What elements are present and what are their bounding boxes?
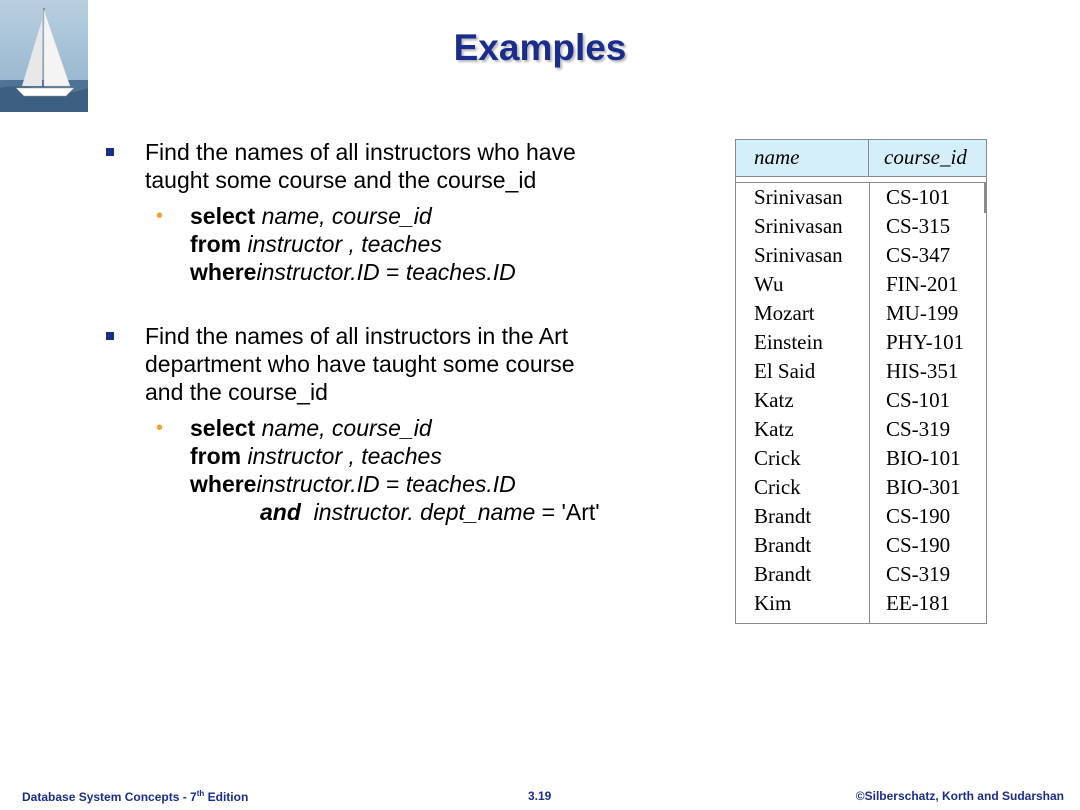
sql-keyword: and: [260, 499, 301, 525]
sql-text: instructor.ID: [256, 259, 380, 285]
table-row: [736, 299, 986, 328]
cell-name: Brandt: [754, 504, 812, 528]
cell-course-id: CS-319: [886, 417, 951, 441]
sql-text: =: [379, 471, 406, 497]
table-row: [736, 473, 986, 502]
table-row: [736, 328, 986, 357]
table-row: [736, 183, 986, 212]
table-row: [736, 386, 986, 415]
cell-name: Crick: [754, 446, 801, 470]
table-row: [736, 212, 986, 241]
table-row: [736, 270, 986, 299]
table-row: [736, 560, 986, 589]
table-header: [736, 140, 986, 177]
cell-name: Kim: [754, 591, 792, 615]
dot-bullet-icon: •: [156, 205, 164, 227]
table-row: [736, 415, 986, 444]
sql-keyword: select: [190, 203, 256, 229]
bullet-text-line: Find the names of all instructors who have: [145, 139, 576, 165]
sql-text: instructor , teaches: [247, 231, 442, 257]
table-row: [736, 589, 986, 618]
cell-course-id: CS-101: [886, 185, 951, 209]
cell-course-id: FIN-201: [886, 272, 959, 296]
cell-course-id: EE-181: [886, 591, 951, 615]
cell-name: Mozart: [754, 301, 815, 325]
cell-name: El Said: [754, 359, 816, 383]
table-row: [736, 531, 986, 560]
table-row: [736, 502, 986, 531]
square-bullet-icon: [106, 148, 114, 156]
cell-name: Srinivasan: [754, 185, 843, 209]
sql-query-1: [100, 202, 660, 286]
footer-page-number: 3.19: [528, 789, 552, 803]
cell-name: Srinivasan: [754, 214, 843, 238]
cell-course-id: CS-347: [886, 243, 951, 267]
sql-text: teaches.ID: [405, 259, 516, 285]
page-title: Examples: [453, 27, 627, 68]
cell-name: Katz: [754, 388, 794, 412]
cell-course-id: MU-199: [886, 301, 959, 325]
cell-course-id: CS-319: [886, 562, 951, 586]
sql-keyword: where: [190, 471, 257, 497]
footer-copyright: ©Silberschatz, Korth and Sudarshan: [855, 789, 1064, 803]
footer: [0, 789, 1080, 805]
sql-text: name, course_id: [261, 203, 432, 229]
cell-name: Srinivasan: [754, 243, 843, 267]
cell-name: Katz: [754, 417, 794, 441]
square-bullet-icon: [106, 332, 114, 340]
sql-text: instructor , teaches: [247, 443, 442, 469]
cell-name: Einstein: [754, 330, 823, 354]
bullet-text-line: and the course_id: [145, 379, 328, 405]
sql-text: instructor. dept_name: [313, 499, 536, 525]
result-table: [735, 139, 987, 624]
table-body: [736, 182, 986, 623]
sql-keyword: from: [190, 231, 242, 257]
bullet-item-2: [100, 322, 660, 406]
cell-course-id: BIO-101: [886, 446, 961, 470]
cell-name: Brandt: [754, 533, 812, 557]
cell-course-id: CS-190: [886, 504, 951, 528]
dot-bullet-icon: •: [156, 417, 164, 439]
cell-name: Crick: [754, 475, 801, 499]
bullet-text-line: taught some course and the course_id: [145, 167, 537, 193]
sql-text: = 'Art': [535, 499, 600, 525]
sql-query-2: [100, 414, 660, 526]
column-header-course-id: course_id: [884, 145, 967, 169]
table-row: [736, 357, 986, 386]
cell-course-id: HIS-351: [886, 359, 959, 383]
sql-keyword: select: [190, 415, 256, 441]
cell-course-id: CS-190: [886, 533, 951, 557]
cell-name: Brandt: [754, 562, 812, 586]
bullet-text-line: Find the names of all instructors in the Art: [145, 323, 569, 349]
cell-course-id: PHY-101: [886, 330, 965, 354]
table-row: [736, 444, 986, 473]
sql-keyword: where: [190, 259, 257, 285]
table-row: [736, 241, 986, 270]
sql-keyword: from: [190, 443, 242, 469]
cell-course-id: CS-315: [886, 214, 951, 238]
footer-book-title: Database System Concepts - 7th Edition: [22, 789, 249, 804]
sql-text: instructor.ID: [256, 471, 380, 497]
sql-text: teaches.ID: [405, 471, 516, 497]
bullet-item-1: [100, 138, 660, 194]
cell-course-id: CS-101: [886, 388, 951, 412]
bullet-text-line: department who have taught some course: [145, 351, 575, 377]
column-header-name: name: [736, 140, 869, 176]
sql-text: =: [379, 259, 406, 285]
cell-course-id: BIO-301: [886, 475, 961, 499]
sql-text: name, course_id: [261, 415, 432, 441]
cell-name: Wu: [754, 272, 784, 296]
content-area: [100, 138, 660, 526]
